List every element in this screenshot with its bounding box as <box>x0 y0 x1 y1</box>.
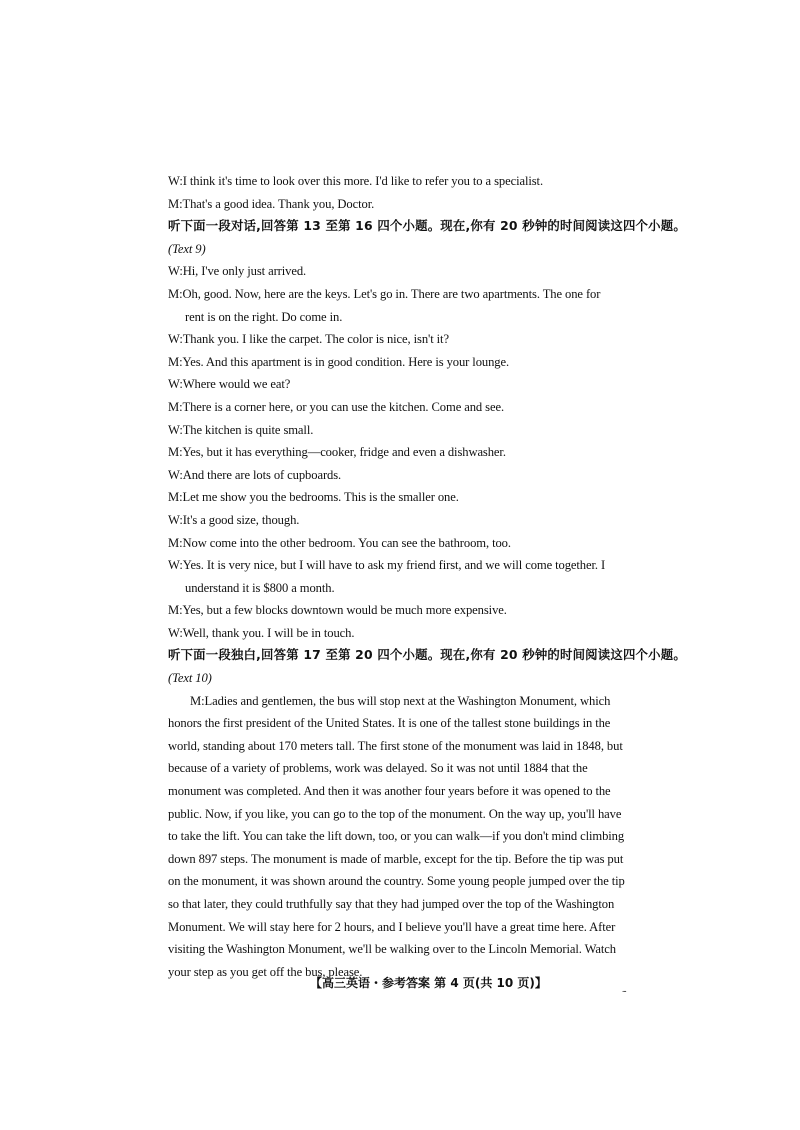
transcript-line: W:And there are lots of cupboards. <box>168 467 342 482</box>
transcript-line: W:The kitchen is quite small. <box>168 422 314 437</box>
transcript-line: honors the first president of the United States. It is one of the tallest stone buildings in the <box>168 716 611 731</box>
transcript-line: on the monument, it was shown around the country. Some young people jumped over the tip <box>168 874 625 889</box>
transcript-line: M:Ladies and gentlemen, the bus will stop next at the Washington Monument, which <box>190 693 611 708</box>
transcript-line: Monument. We will stay here for 2 hours, and I believe you'll have a great time here. After <box>168 919 616 934</box>
transcript-line: M:Oh, good. Now, here are the keys. Let's go in. There are two apartments. The one for <box>168 286 601 301</box>
transcript-line: M:Let me show you the bedrooms. This is the smaller one. <box>168 490 459 505</box>
transcript-line: monument was completed. And then it was another four years before it was opened to the <box>168 784 611 799</box>
transcript-line: understand it is $800 a month. <box>185 580 335 595</box>
transcript-body <box>168 170 686 983</box>
transcript-line: W:Hi, I've only just arrived. <box>168 264 307 279</box>
transcript-line: M:Now come into the other bedroom. You can see the bathroom, too. <box>168 535 511 550</box>
transcript-line: rent is on the right. Do come in. <box>185 309 343 324</box>
transcript-line: M:Yes. And this apartment is in good condition. Here is your lounge. <box>168 354 510 369</box>
transcript-line: W:Well, thank you. I will be in touch. <box>168 625 355 640</box>
transcript-line: down 897 steps. The monument is made of marble, except for the tip. Before the tip was put <box>168 851 624 866</box>
transcript-line: because of a variety of problems, work was delayed. So it was not until 1884 that the <box>168 761 588 776</box>
transcript-line: world, standing about 170 meters tall. The first stone of the monument was laid in 1848, but <box>168 738 623 753</box>
transcript-line: W:Yes. It is very nice, but I will have to ask my friend first, and we will come together. I <box>168 558 606 573</box>
transcript-line: M:There is a corner here, or you can use the kitchen. Come and see. <box>168 399 505 414</box>
transcript-line: so that later, they could truthfully say that they had jumped over the top of the Washington <box>168 897 615 911</box>
transcript-line: public. Now, if you like, you can go to the top of the monument. On the way up, you'll have <box>168 806 622 821</box>
transcript-line: to take the lift. You can take the lift down, too, or you can walk—if you don't mind climbing <box>168 829 625 844</box>
transcript-line: your step as you get off the bus, please. <box>168 964 363 979</box>
text-label: (Text 10) <box>168 671 212 686</box>
page-footer: 【高三英语・参考答案 第 4 页(共 10 页)】 <box>310 976 547 990</box>
section-instruction: 听下面一段对话,回答第 13 至第 16 四个小题。现在,你有 20 秒钟的时间阅读这四个小题。 <box>168 218 686 234</box>
transcript-line: W:Thank you. I like the carpet. The color is nice, isn't it? <box>168 332 449 347</box>
text-label: (Text 9) <box>168 241 206 256</box>
transcript-line: M:That's a good idea. Thank you, Doctor. <box>168 196 375 211</box>
transcript-line: W:It's a good size, though. <box>168 512 300 527</box>
transcript-line: M:Yes, but it has everything—cooker, fridge and even a dishwasher. <box>168 445 506 460</box>
corner-mark: ... <box>622 984 626 994</box>
transcript-line: W:Where would we eat? <box>168 377 291 392</box>
transcript-line: visiting the Washington Monument, we'll be walking over to the Lincoln Memorial. Watch <box>168 942 616 957</box>
transcript-line: W:I think it's time to look over this more. I'd like to refer you to a specialist. <box>168 174 543 188</box>
transcript-line: M:Yes, but a few blocks downtown would be much more expensive. <box>168 603 507 618</box>
section-instruction: 听下面一段独白,回答第 17 至第 20 四个小题。现在,你有 20 秒钟的时间阅读这四个小题。 <box>168 647 686 663</box>
